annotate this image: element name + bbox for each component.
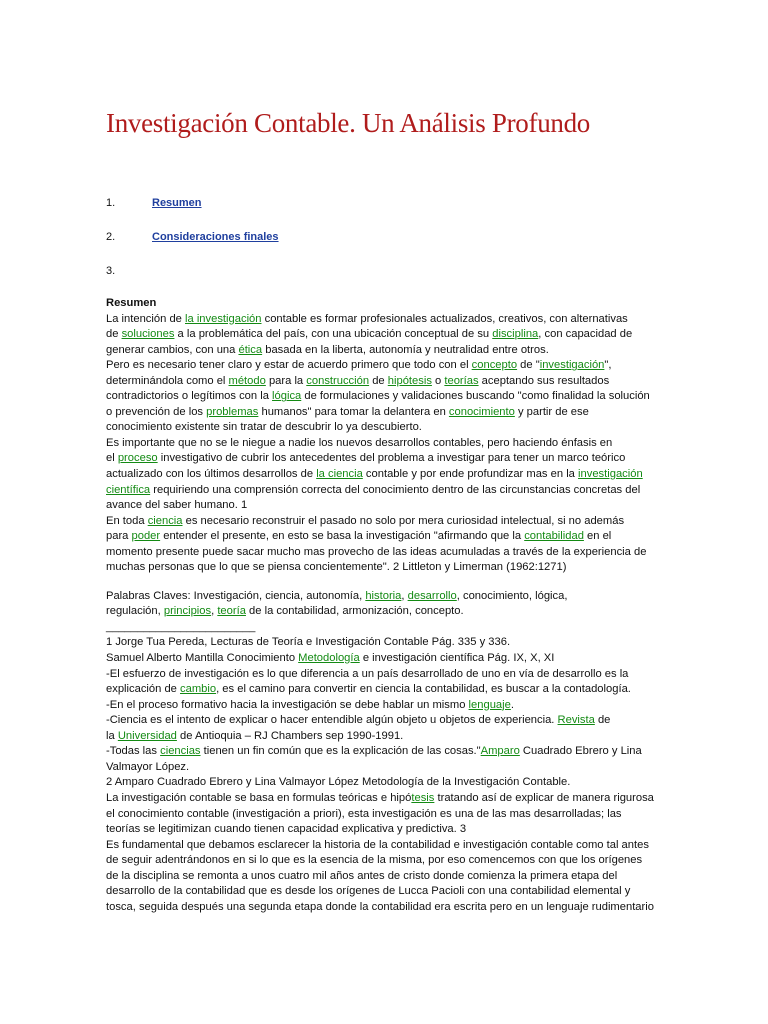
- text-segment: investigativo de cubrir los antecedentes del problema a investigar para tener un marco teórico: [157, 452, 626, 465]
- text-line: [106, 604, 666, 620]
- text-line: [106, 775, 666, 791]
- inline-link[interactable]: disciplina: [492, 328, 539, 341]
- toc-number: 2.: [106, 231, 116, 243]
- text-segment: avance del saber humano. 1: [106, 499, 248, 512]
- text-line: [106, 620, 666, 636]
- inline-link[interactable]: lenguaje: [468, 698, 511, 711]
- text-line: [106, 389, 666, 405]
- text-line: [106, 436, 666, 452]
- text-line: [106, 420, 666, 436]
- text-segment: , con capacidad de: [538, 328, 633, 341]
- inline-link[interactable]: problemas: [206, 405, 259, 418]
- text-segment: -En el proceso formativo hacia la investigación se debe hablar un mismo: [106, 698, 469, 711]
- text-line: [106, 713, 666, 729]
- text-line: [106, 838, 666, 854]
- text-line: [106, 822, 666, 838]
- text-line: [106, 884, 666, 900]
- inline-link[interactable]: poder: [131, 530, 161, 543]
- text-segment: requiriendo una comprensión correcta del conocimiento dentro de las circunstancias concretas del: [150, 483, 641, 496]
- text-segment: a la problemática del país, con una ubicación conceptual de su: [174, 328, 493, 341]
- inline-link[interactable]: proceso: [117, 452, 158, 465]
- text-line: [106, 467, 666, 483]
- inline-link[interactable]: la ciencia: [316, 468, 363, 481]
- text-line: [106, 651, 666, 667]
- text-segment: Pero es necesario tener claro y estar de acuerdo primero que todo con el: [106, 359, 472, 372]
- text-line: [106, 343, 666, 359]
- text-segment: , es el camino para convertir en ciencia la contabilidad, es buscar a la contadología.: [216, 683, 631, 696]
- text-segment: de Antioquia – RJ Chambers sep 1990-1991.: [176, 729, 404, 742]
- text-segment: de seguir adentrándonos en si lo que es la esencia de la misma, por eso comencemos con que los orígenes: [106, 854, 643, 867]
- text-segment: tienen un fin común que es la explicación de las cosas.": [200, 745, 481, 758]
- text-segment: tosca, seguida después una segunda etapa donde la contabilidad era escrita pero en un lenguaje rudimentario: [106, 900, 654, 913]
- text-segment: conocimiento existente sin tratar de descubrir lo ya descubierto.: [106, 421, 422, 434]
- inline-link[interactable]: historia: [365, 589, 402, 602]
- text-segment: contable y por ende profundizar mas en la: [362, 468, 579, 481]
- text-segment: -Todas las: [106, 745, 161, 758]
- text-segment: de la contabilidad, armonización, concepto.: [245, 605, 464, 618]
- text-line: [106, 635, 666, 651]
- inline-link[interactable]: lógica: [272, 390, 302, 403]
- inline-link[interactable]: ciencias: [160, 745, 201, 758]
- text-segment: basada en la liberta, autonomía y neutralidad entre otros.: [262, 343, 549, 356]
- text-segment: el conocimiento contable (investigación a priori), esta investigación es una de las mas desarrolladas; las: [106, 807, 622, 820]
- inline-link[interactable]: método: [228, 374, 266, 387]
- text-segment: Palabras Claves: Investigación, ciencia, autonomía,: [106, 589, 366, 602]
- inline-link[interactable]: Revista: [557, 714, 595, 727]
- text-line: [106, 729, 666, 745]
- inline-link[interactable]: investigación: [539, 359, 605, 372]
- toc-number: 1.: [106, 197, 116, 209]
- text-segment: Valmayor López.: [106, 760, 190, 773]
- text-segment: teorías se legitimizan cuando tienen capacidad explicativa y predictiva. 3: [106, 823, 467, 836]
- text-segment: de formulaciones y validaciones buscando "como finalidad la solución: [301, 390, 650, 403]
- text-segment: muchas personas que lo que se piensa concientemente". 2 Littleton y Limerman (1962:1271): [106, 561, 567, 574]
- text-segment: de la disciplina se remonta a unos cuatro mil años antes de cristo donde comienza la primera etapa del: [106, 869, 618, 882]
- toc-link-consideraciones-finales[interactable]: Consideraciones finales: [152, 231, 279, 243]
- text-segment: En toda: [106, 514, 148, 527]
- text-segment: humanos" para tomar la delantera en: [258, 405, 449, 418]
- text-segment: de: [106, 328, 122, 341]
- inline-link[interactable]: la investigación: [185, 312, 262, 325]
- text-segment: tratando así de explicar de manera rigurosa: [434, 791, 654, 804]
- text-segment: -Ciencia es el intento de explicar o hacer entendible algún objeto u objetos de experiencia.: [106, 714, 558, 727]
- text-segment: momento presente puede sacar mucho mas provecho de las ideas acumuladas a través de la experiencia de: [106, 545, 647, 558]
- inline-link[interactable]: Amparo: [480, 745, 520, 758]
- text-line: [106, 698, 666, 714]
- inline-link[interactable]: hipótesis: [387, 374, 432, 387]
- text-segment: entender el presente, en esto se basa la investigación "afirmando que la: [160, 530, 525, 543]
- inline-link[interactable]: Universidad: [117, 729, 177, 742]
- inline-link[interactable]: construcción: [306, 374, 370, 387]
- inline-link[interactable]: soluciones: [121, 328, 175, 341]
- inline-link[interactable]: teorías: [444, 374, 479, 387]
- text-line: [106, 529, 666, 545]
- inline-link[interactable]: teoría: [217, 605, 246, 618]
- text-line: [106, 744, 666, 760]
- inline-link[interactable]: contabilidad: [524, 530, 584, 543]
- text-segment: de ": [517, 359, 540, 372]
- section-heading-resumen: Resumen: [106, 297, 157, 309]
- text-segment: explicación de: [106, 683, 181, 696]
- toc-link-resumen[interactable]: Resumen: [152, 197, 202, 209]
- paragraph-gap: [106, 576, 666, 589]
- text-segment: en el: [583, 530, 612, 543]
- inline-link[interactable]: concepto: [471, 359, 518, 372]
- text-line: [106, 791, 666, 807]
- text-segment: e investigación científica Pág. IX, X, XI: [359, 652, 555, 665]
- inline-link[interactable]: conocimiento: [448, 405, 515, 418]
- text-segment: ,: [211, 605, 218, 618]
- text-segment: para: [106, 530, 132, 543]
- article-body: [106, 296, 666, 915]
- inline-link[interactable]: cambio: [180, 683, 217, 696]
- text-segment: o prevención de los: [106, 405, 207, 418]
- text-segment: de: [594, 714, 611, 727]
- text-segment: el: [106, 452, 118, 465]
- text-line: [106, 358, 666, 374]
- text-segment: La investigación contable se basa en formulas teóricas e hipó: [106, 791, 412, 804]
- text-segment: La intención de: [106, 312, 185, 325]
- inline-link[interactable]: investigación: [578, 468, 643, 481]
- text-segment: Es importante que no se le niegue a nadie los nuevos desarrollos contables, pero haciendo énfasis en: [106, 436, 613, 449]
- text-line: [106, 900, 666, 916]
- text-line: [106, 807, 666, 823]
- text-line: [106, 312, 666, 328]
- inline-link[interactable]: ética: [238, 343, 263, 356]
- text-line: [106, 682, 666, 698]
- text-segment: generar cambios, con una: [106, 343, 239, 356]
- text-segment: -El esfuerzo de investigación es lo que diferencia a un país desarrollado de uno en vía de desarrollo es la: [106, 667, 629, 680]
- toc-number: 3.: [106, 265, 116, 277]
- text-segment: contradictorios o legítimos con la: [106, 390, 273, 403]
- text-segment: regulación,: [106, 605, 164, 618]
- text-line: [106, 869, 666, 885]
- text-line: [106, 514, 666, 530]
- inline-link[interactable]: principios: [163, 605, 212, 618]
- text-segment: aceptando sus resultados: [478, 374, 610, 387]
- text-segment: Samuel Alberto Mantilla Conocimiento: [106, 652, 299, 665]
- text-line: [106, 667, 666, 683]
- text-line: [106, 760, 666, 776]
- text-segment: ,: [401, 589, 408, 602]
- text-line: [106, 498, 666, 514]
- inline-link[interactable]: desarrollo: [407, 589, 457, 602]
- text-segment: Cuadrado Ebrero y Lina: [519, 745, 642, 758]
- text-segment: 2 Amparo Cuadrado Ebrero y Lina Valmayor López Metodología de la Investigación Contable.: [106, 776, 571, 789]
- text-segment: .: [510, 698, 514, 711]
- text-segment: contable es formar profesionales actualizados, creativos, con alternativas: [261, 312, 628, 325]
- text-segment: , conocimiento, lógica,: [456, 589, 568, 602]
- text-segment: ",: [604, 359, 612, 372]
- text-segment: determinándola como el: [106, 374, 229, 387]
- text-line: [106, 405, 666, 421]
- document-title: Investigación Contable. Un Análisis Profundo: [106, 108, 590, 138]
- text-segment: de: [369, 374, 388, 387]
- text-segment: la: [106, 729, 118, 742]
- text-segment: Es fundamental que debamos esclarecer la historia de la contabilidad e investigación contable como tal antes: [106, 838, 649, 851]
- text-line: [106, 374, 666, 390]
- text-segment: y partir de ese: [514, 405, 589, 418]
- text-line: [106, 483, 666, 499]
- text-segment: ________________________: [106, 620, 256, 633]
- inline-link[interactable]: Metodología: [298, 652, 360, 665]
- text-line: [106, 589, 666, 605]
- text-segment: 1 Jorge Tua Pereda, Lecturas de Teoría e Investigación Contable Pág. 335 y 336.: [106, 636, 511, 649]
- text-line: [106, 545, 666, 561]
- text-line: [106, 853, 666, 869]
- text-segment: es necesario reconstruir el pasado no solo por mera curiosidad intelectual, si no además: [182, 514, 625, 527]
- inline-link[interactable]: tesis: [411, 791, 435, 804]
- inline-link[interactable]: ciencia: [147, 514, 183, 527]
- text-line: [106, 451, 666, 467]
- inline-link[interactable]: científica: [106, 483, 151, 496]
- text-segment: o: [431, 374, 445, 387]
- text-segment: actualizado con los últimos desarrollos de: [106, 468, 317, 481]
- text-line: [106, 327, 666, 343]
- text-segment: para la: [265, 374, 307, 387]
- text-segment: desarrollo de la contabilidad que es desde los orígenes de Lucca Pacioli con una contabilidad elemental y: [106, 885, 631, 898]
- text-line: [106, 560, 666, 576]
